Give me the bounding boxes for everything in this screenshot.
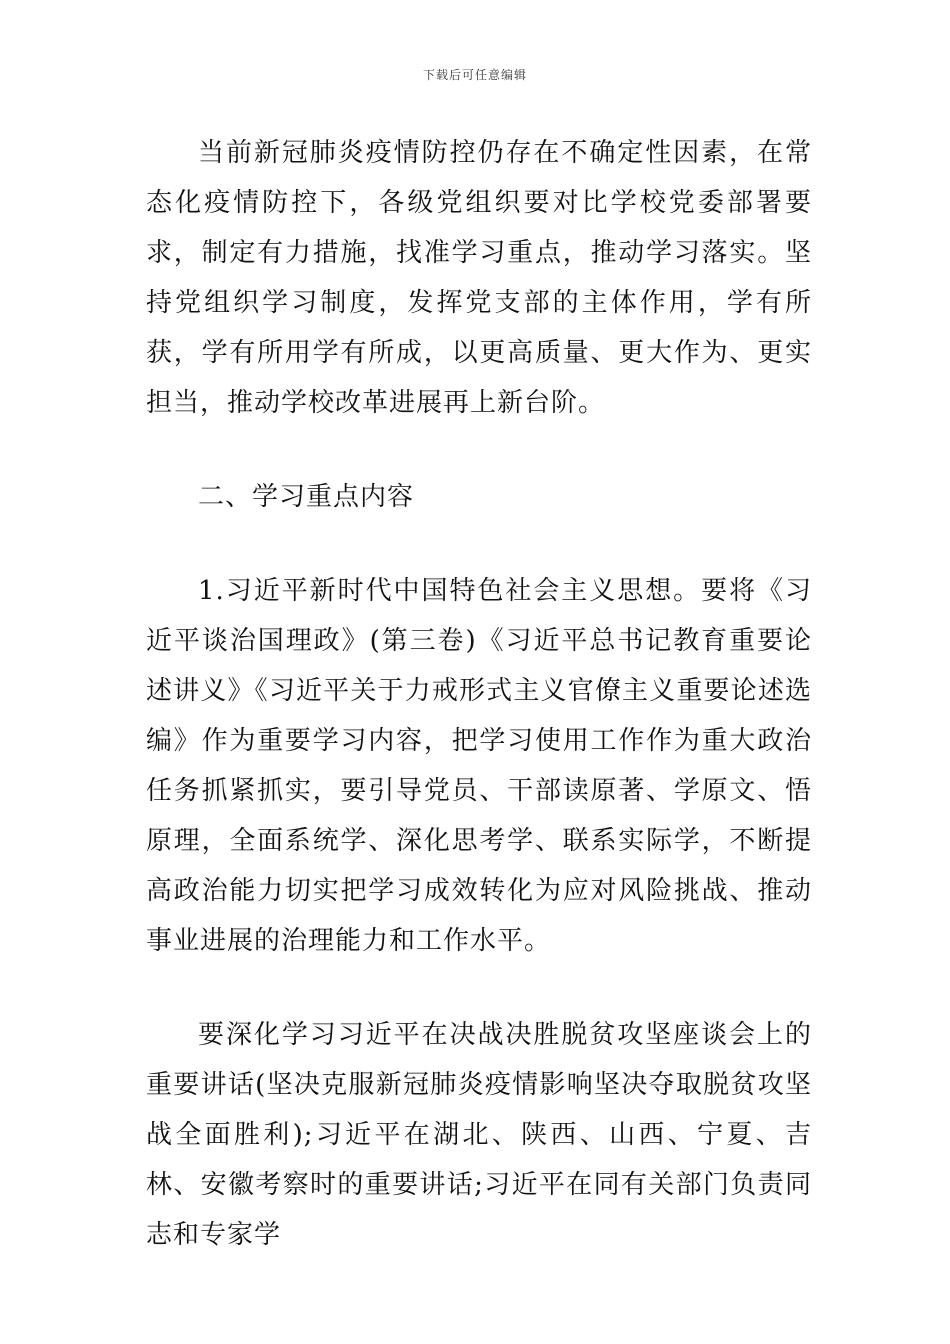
document-body — [146, 128, 812, 1260]
paragraph-item-1: 1.习近平新时代中国特色社会主义思想。要将《习近平谈治国理政》(第三卷)《习近平总书记教育重要论述讲义》《习近平关于力戒形式主义官僚主义重要论述选编》作为重要学习内容，把学习使用工作作为重大政治任务抓紧抓实，要引导党员、干部读原著、学原文、悟原理，全面系统学、深化思考学、联系实际学，不断提高政治能力切实把学习成效转化为应对风险挑战、推动事业进展的治理能力和工作水平。 — [146, 576, 812, 956]
paragraph-deepen-study: 要深化学习习近平在决战决胜脱贫攻坚座谈会上的重要讲话(坚决克服新冠肺炎疫情影响坚决夺取脱贫攻坚战全面胜利);习近平在湖北、陕西、山西、宁夏、吉林、安徽考察时的重要讲话;习近平在同有关部门负责同志和专家学 — [146, 1020, 812, 1250]
page-header-note: 下载后可任意编辑 — [422, 68, 527, 82]
paragraph-gap — [146, 966, 812, 1010]
paragraph-gap — [146, 428, 812, 472]
paragraph-gap — [146, 522, 812, 566]
paragraph-intro: 当前新冠肺炎疫情防控仍存在不确定性因素，在常态化疫情防控下，各级党组织要对比学校党委部署要求，制定有力措施，找准学习重点，推动学习落实。坚持党组织学习制度，发挥党支部的主体作用，学有所获，学有所用学有所成，以更高质量、更大作为、更实担当，推动学校改革进展再上新台阶。 — [146, 138, 812, 418]
section-heading: 二、学习重点内容 — [198, 482, 415, 512]
